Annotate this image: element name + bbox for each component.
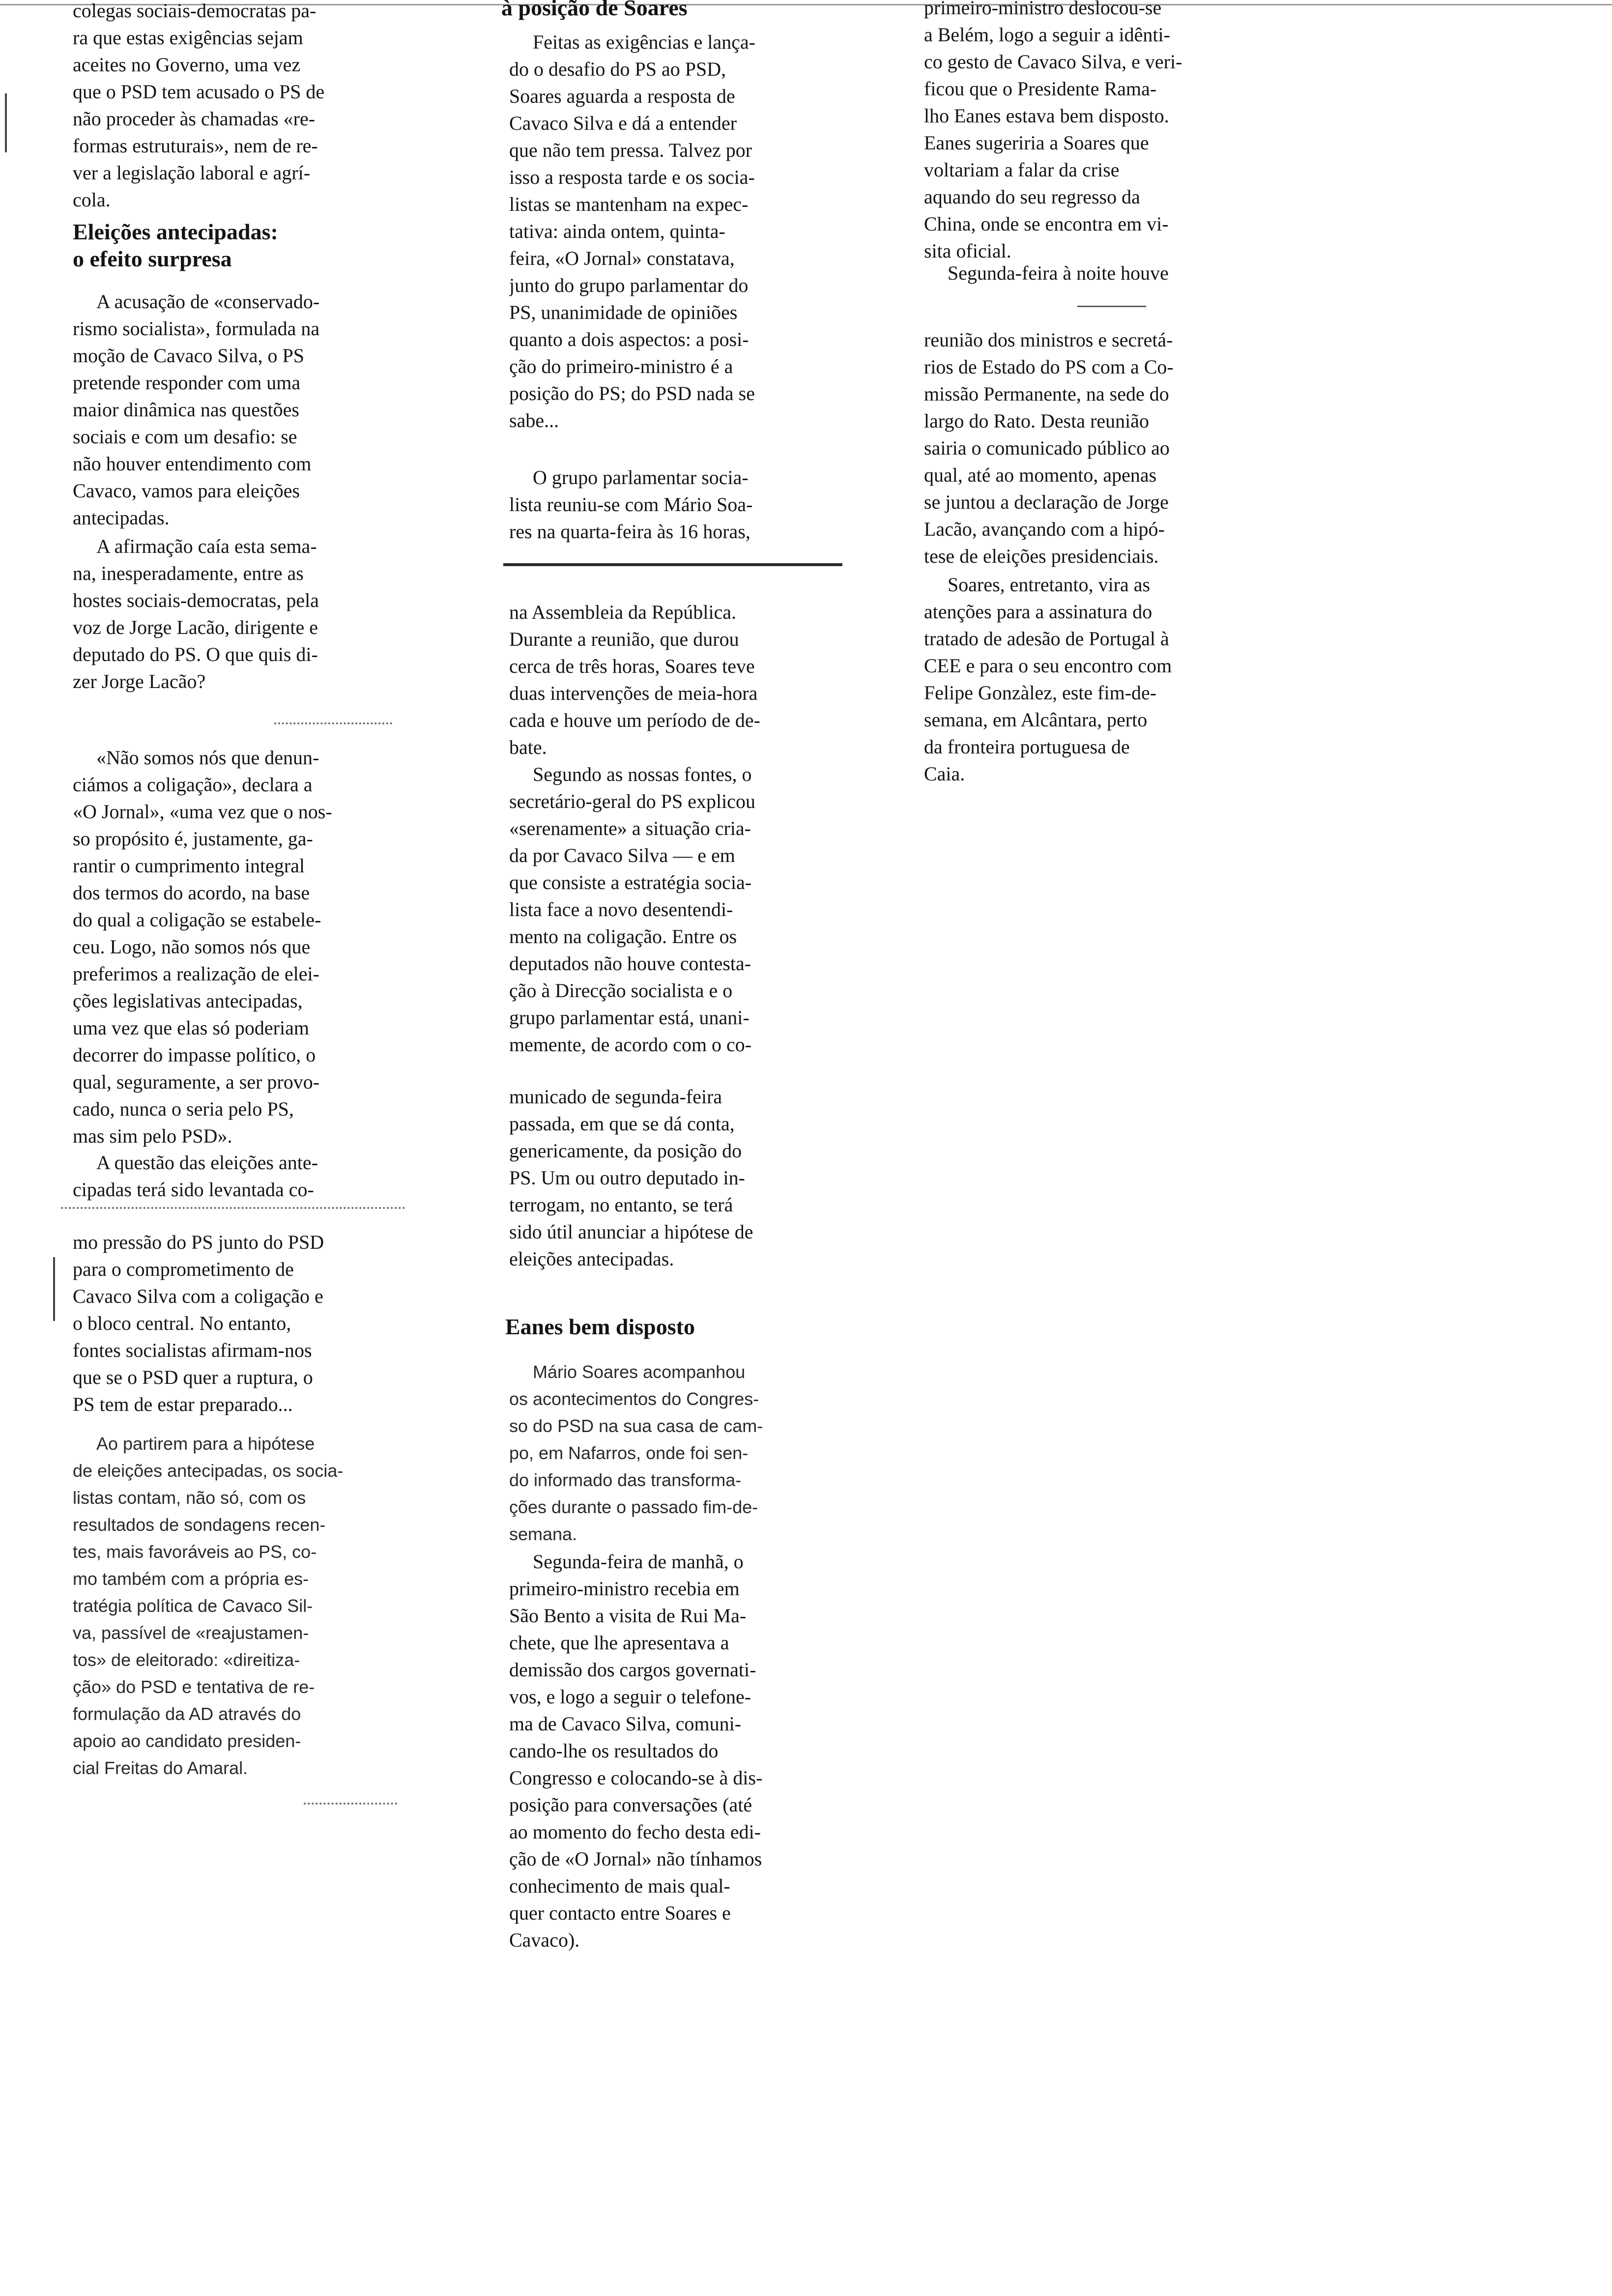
section-heading (73, 218, 417, 272)
text-line: Soares, entretanto, vira as (948, 574, 1151, 596)
text-line: Mário Soares acompanhou (533, 1362, 746, 1382)
text-line: hostes sociais-democratas, pela (73, 589, 319, 611)
text-line: memente, de acordo com o co- (509, 1033, 752, 1056)
text-line: sita oficial. (924, 240, 1011, 262)
text-line: Segundo as nossas fontes, o (533, 763, 752, 785)
text-line: junto do grupo parlamentar do (509, 274, 748, 296)
text-line: fontes socialistas afirmam-nos (73, 1339, 312, 1361)
text-line: moção de Cavaco Silva, o PS (73, 344, 305, 367)
text-line: grupo parlamentar está, unani- (509, 1006, 749, 1029)
text-line: da por Cavaco Silva — e em (509, 844, 735, 866)
text-line: lista reuniu-se com Mário Soa- (509, 493, 753, 516)
text-line: qual, seguramente, a ser provo- (73, 1071, 320, 1093)
text-line: de eleições antecipadas, os socia- (73, 1461, 344, 1481)
text-line: cipadas terá sido levantada co- (73, 1178, 314, 1201)
text-line: formulação da AD através do (73, 1704, 301, 1724)
text-line: ao momento do fecho desta edi- (509, 1821, 761, 1843)
text-line: reunião dos ministros e secretá- (924, 329, 1173, 351)
text-line: do qual a coligação se estabele- (73, 909, 321, 931)
text-line: posição do PS; do PSD nada se (509, 382, 755, 404)
text-line: Lacão, avançando com a hipó- (924, 518, 1165, 540)
text-line: sairia o comunicado público ao (924, 437, 1170, 459)
text-line: PS. Um ou outro deputado in- (509, 1167, 745, 1189)
text-line: cerca de três horas, Soares teve (509, 655, 755, 677)
text-line: formas estruturais», nem de re- (73, 135, 318, 157)
text-line: municado de segunda-feira (509, 1086, 722, 1108)
text-line: duas intervenções de meia-hora (509, 682, 758, 704)
text-line: semana, em Alcântara, perto (924, 709, 1148, 731)
paragraph (73, 1229, 417, 1418)
paragraph (509, 1548, 843, 1953)
section-heading: Eanes bem disposto (505, 1314, 695, 1339)
text-line: cial Freitas do Amaral. (73, 1758, 248, 1778)
text-line: eleições antecipadas. (509, 1248, 674, 1270)
paragraph (924, 0, 1278, 264)
paragraph (73, 1149, 417, 1203)
text-line: os acontecimentos do Congres- (509, 1389, 759, 1409)
text-line: CEE e para o seu encontro com (924, 655, 1172, 677)
section-heading: à posição de Soares (501, 0, 688, 20)
text-line: que se o PSD quer a ruptura, o (73, 1366, 313, 1388)
text-line: mento na coligação. Entre os (509, 925, 737, 947)
paragraph (509, 1358, 843, 1548)
text-line: rismo socialista», formulada na (73, 317, 320, 340)
paragraph (73, 744, 417, 1149)
text-line: primeiro-ministro recebia em (509, 1578, 740, 1600)
text-line: que consiste a estratégia socia- (509, 871, 752, 893)
text-line: A afirmação caía esta sema- (96, 535, 317, 557)
text-line: da fronteira portuguesa de (924, 736, 1130, 758)
text-line: qual, até ao momento, apenas (924, 464, 1157, 486)
text-line: tratégia política de Cavaco Sil- (73, 1596, 313, 1616)
text-line: conhecimento de mais qual- (509, 1875, 730, 1897)
text-line: do informado das transforma- (509, 1470, 742, 1490)
text-line: Segunda-feira à noite houve (948, 262, 1169, 284)
text-line: rios de Estado do PS com a Co- (924, 356, 1174, 378)
text-line: va, passível de «reajustamen- (73, 1623, 309, 1643)
text-line: cado, nunca o seria pelo PS, (73, 1098, 294, 1120)
text-line: cando-lhe os resultados do (509, 1740, 719, 1762)
text-line: ção de «O Jornal» não tínhamos (509, 1848, 762, 1870)
text-line: tativa: ainda ontem, quinta- (509, 220, 725, 242)
text-line: «Não somos nós que denun- (96, 746, 319, 769)
text-line: secretário-geral do PS explicou (509, 790, 755, 812)
text-line: PS, unanimidade de opiniões (509, 301, 738, 323)
text-line: quanto a dois aspectos: a posi- (509, 328, 749, 350)
text-line: vos, e logo a seguir o telefone- (509, 1686, 751, 1708)
text-line: apoio ao candidato presiden- (73, 1731, 301, 1751)
separator-dotted (304, 1803, 397, 1805)
text-line: «serenamente» a situação cria- (509, 817, 751, 839)
text-line: largo do Rato. Desta reunião (924, 410, 1150, 432)
heading-line: o efeito surpresa (73, 246, 232, 271)
text-line: cola. (73, 189, 111, 211)
text-line: lista face a novo desentendi- (509, 898, 733, 920)
text-line: o bloco central. No entanto, (73, 1312, 291, 1334)
paragraph (509, 599, 843, 761)
heading-line: Eleições antecipadas: (73, 219, 278, 244)
paragraph (509, 1083, 843, 1272)
text-line: «O Jornal», «uma vez que o nos- (73, 801, 332, 823)
text-line: listas contam, não só, com os (73, 1488, 306, 1508)
paragraph (509, 464, 843, 545)
text-line: mas sim pelo PSD». (73, 1125, 232, 1147)
text-line: na, inesperadamente, entre as (73, 562, 304, 584)
separator-dotted (61, 1207, 405, 1209)
text-line: decorrer do impasse político, o (73, 1044, 316, 1066)
text-line: se juntou a declaração de Jorge (924, 491, 1169, 513)
text-line: não proceder às chamadas «re- (73, 108, 316, 130)
text-line: preferimos a realização de elei- (73, 963, 319, 985)
text-line: tos» de eleitorado: «direitiza- (73, 1650, 300, 1670)
text-line: A questão das eleições ante- (96, 1151, 318, 1174)
scan-margin-mark (53, 1257, 55, 1321)
text-line: colegas sociais-democratas pa- (73, 0, 317, 22)
separator-rule (503, 563, 842, 566)
text-line: ção» do PSD e tentativa de re- (73, 1677, 315, 1697)
text-line: tese de eleições presidenciais. (924, 545, 1159, 567)
text-line: res na quarta-feira às 16 horas, (509, 520, 750, 543)
text-line: a Belém, logo a seguir a idênti- (924, 24, 1170, 46)
text-line: Durante a reunião, que durou (509, 628, 739, 650)
text-line: deputado do PS. O que quis di- (73, 643, 318, 665)
text-line: co gesto de Cavaco Silva, e veri- (924, 51, 1182, 73)
text-line: tratado de adesão de Portugal à (924, 628, 1169, 650)
text-line: feira, «O Jornal» constatava, (509, 247, 735, 269)
text-line: rantir o cumprimento integral (73, 855, 305, 877)
text-line: PS tem de estar preparado... (73, 1393, 293, 1415)
text-line: ciámos a coligação», declara a (73, 774, 313, 796)
text-line: maior dinâmica nas questões (73, 399, 299, 421)
paragraph (509, 761, 843, 1058)
text-line: posição para conversações (até (509, 1794, 752, 1816)
text-line: Feitas as exigências e lança- (533, 31, 756, 53)
paragraph (924, 571, 1278, 787)
text-line: ver a legislação laboral e agrí- (73, 162, 311, 184)
text-line: ceu. Logo, não somos nós que (73, 936, 311, 958)
text-line: quer contacto entre Soares e (509, 1902, 731, 1924)
text-line: mo também com a própria es- (73, 1569, 309, 1589)
text-line: ção do primeiro-ministro é a (509, 355, 733, 377)
text-line: voz de Jorge Lacão, dirigente e (73, 616, 318, 638)
text-line: ções legislativas antecipadas, (73, 990, 303, 1012)
text-line: zer Jorge Lacão? (73, 670, 206, 692)
text-line: São Bento a visita de Rui Ma- (509, 1605, 747, 1627)
separator-dotted (274, 722, 392, 724)
paragraph (73, 288, 417, 531)
text-line: O grupo parlamentar socia- (533, 466, 748, 488)
paragraph (924, 326, 1278, 570)
text-line: antecipadas. (73, 507, 170, 529)
text-line: missão Permanente, na sede do (924, 383, 1169, 405)
text-line: isso a resposta tarde e os socia- (509, 166, 755, 188)
text-line: Cavaco). (509, 1929, 580, 1951)
text-line: que o PSD tem acusado o PS de (73, 81, 325, 103)
intro-paragraph (73, 0, 417, 213)
text-line: Soares aguarda a resposta de (509, 85, 735, 107)
text-line: so propósito é, justamente, ga- (73, 828, 313, 850)
text-line: Eanes sugeriria a Soares que (924, 132, 1149, 154)
text-line: passada, em que se dá conta, (509, 1113, 735, 1135)
text-line: lho Eanes estava bem disposto. (924, 105, 1169, 127)
text-line: pretende responder com uma (73, 372, 301, 394)
text-line: bate. (509, 736, 547, 758)
text-line: terrogam, no entanto, se terá (509, 1194, 733, 1216)
text-line: que não tem pressa. Talvez por (509, 139, 752, 161)
text-line: Cavaco Silva com a coligação e (73, 1285, 323, 1307)
text-line: deputados não houve contesta- (509, 952, 751, 975)
text-line: China, onde se encontra em vi- (924, 213, 1169, 235)
text-line: voltariam a falar da crise (924, 159, 1120, 181)
scan-margin-mark (5, 93, 7, 152)
text-line: primeiro-ministro deslocou-se (924, 0, 1162, 19)
text-line: cada e houve um período de de- (509, 709, 760, 731)
text-line: atenções para a assinatura do (924, 601, 1152, 623)
text-line: ma de Cavaco Silva, comuni- (509, 1713, 742, 1735)
text-line: resultados de sondagens recen- (73, 1515, 326, 1535)
text-line: ções durante o passado fim-de- (509, 1497, 758, 1517)
text-line: so do PSD na sua casa de cam- (509, 1416, 763, 1436)
text-line: mo pressão do PS junto do PSD (73, 1231, 324, 1253)
text-line: genericamente, da posição do (509, 1140, 742, 1162)
paragraph (924, 259, 1278, 287)
text-line: chete, que lhe apresentava a (509, 1632, 729, 1654)
text-line: na Assembleia da República. (509, 601, 737, 623)
text-line: não houver entendimento com (73, 453, 312, 475)
text-line: Caia. (924, 763, 965, 785)
text-line: Cavaco, vamos para eleições (73, 480, 300, 502)
text-line: Segunda-feira de manhã, o (533, 1550, 744, 1573)
separator-rule (1077, 306, 1146, 307)
text-line: tes, mais favoráveis ao PS, co- (73, 1542, 317, 1562)
text-line: sido útil anunciar a hipótese de (509, 1221, 753, 1243)
text-line: A acusação de «conservado- (96, 290, 320, 313)
text-line: para o comprometimento de (73, 1258, 294, 1280)
text-line: demissão dos cargos governati- (509, 1659, 756, 1681)
text-line: Felipe Gonzàlez, este fim-de- (924, 682, 1157, 704)
text-line: po, em Nafarros, onde foi sen- (509, 1443, 748, 1463)
paragraph (73, 1430, 417, 1781)
text-line: dos termos do acordo, na base (73, 882, 310, 904)
text-line: aceites no Governo, uma vez (73, 54, 301, 76)
text-line: Cavaco Silva e dá a entender (509, 112, 737, 134)
text-line: Ao partirem para a hipótese (96, 1434, 315, 1454)
text-line: Congresso e colocando-se à dis- (509, 1767, 763, 1789)
paragraph (73, 533, 417, 695)
text-line: ra que estas exigências sejam (73, 27, 303, 49)
text-line: listas se mantenham na expec- (509, 193, 748, 215)
text-line: sabe... (509, 409, 559, 431)
text-line: semana. (509, 1524, 577, 1544)
text-line: sociais e com um desafio: se (73, 426, 297, 448)
paragraph (509, 29, 843, 434)
text-line: ção à Direcção socialista e o (509, 979, 733, 1002)
text-line: aquando do seu regresso da (924, 186, 1140, 208)
text-line: do o desafio do PS ao PSD, (509, 58, 726, 80)
text-line: uma vez que elas só poderiam (73, 1017, 309, 1039)
text-line: ficou que o Presidente Rama- (924, 78, 1157, 100)
